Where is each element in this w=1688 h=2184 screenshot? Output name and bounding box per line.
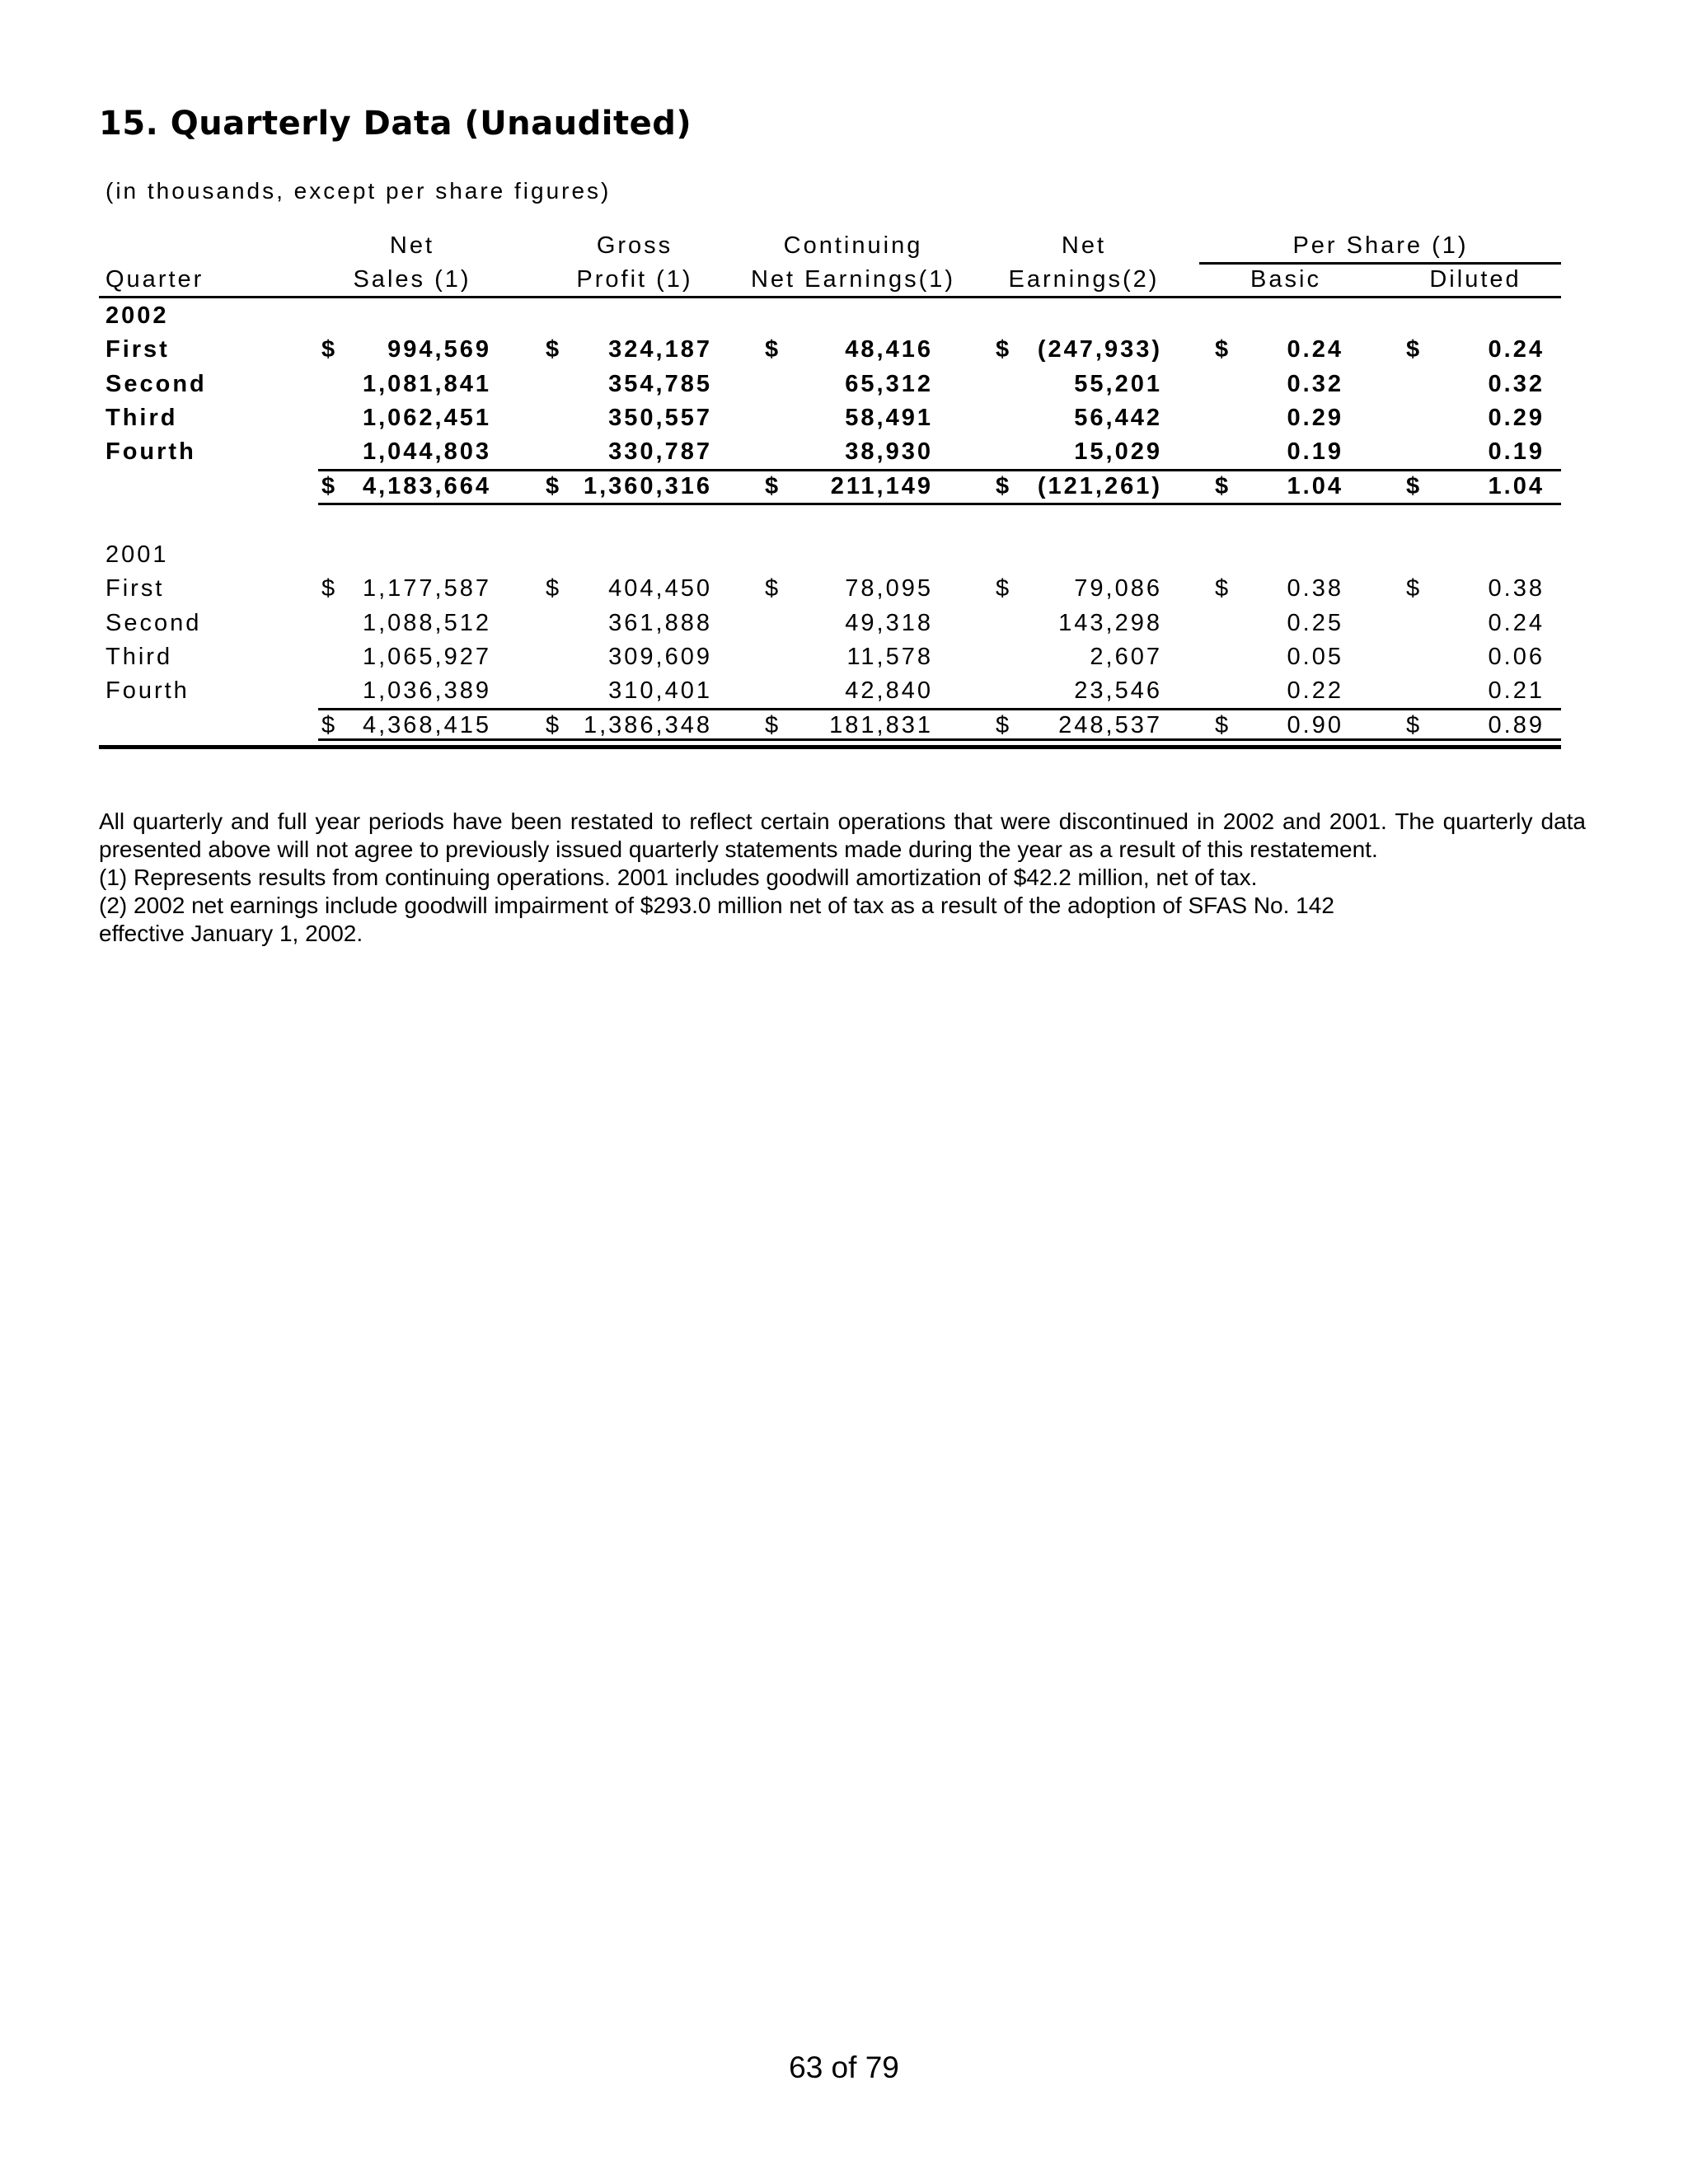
quarter-label: Third [106,643,173,670]
currency-symbol: $ [996,711,1012,738]
cell-net-earnings: 15,029 [1074,438,1162,466]
cell-diluted: 0.32 [1488,370,1545,397]
currency-symbol: $ [1215,711,1231,738]
header-net-earnings-1: Net [1061,232,1107,259]
cell-net-sales: 1,044,803 [362,438,491,466]
total-net-earnings: 248,537 [1058,711,1162,738]
currency-symbol: $ [1406,472,1423,499]
header-per-share: Per Share (1) [1292,232,1469,259]
header-gross-profit-1: Gross [596,232,673,259]
cell-net-sales: 1,062,451 [362,404,491,431]
cell-gross-profit: 350,557 [608,404,712,431]
currency-symbol: $ [1406,711,1423,738]
cell-net-sales: 1,065,927 [362,643,491,670]
cell-continuing: 49,318 [845,609,933,636]
table-bottom-rule [99,745,1561,749]
total-diluted: 1.04 [1488,472,1545,499]
currency-symbol: $ [546,336,562,363]
total-rule [318,738,1561,741]
cell-continuing: 11,578 [846,643,933,670]
currency-symbol: $ [996,575,1012,602]
footnote-2-line-2: effective January 1, 2002. [99,921,363,946]
footnote-2-line-1: (2) 2002 net earnings include goodwill impairment of $293.0 million net of tax as a result of the adoption of SFAS No. 142 [99,893,1334,918]
page-number: 63 of 79 [789,2050,899,2084]
cell-diluted: 0.24 [1488,336,1545,363]
notes [99,808,1586,948]
footnote-1: (1) Represents results from continuing operations. 2001 includes goodwill amortization of $42.2 million, net of tax. [99,865,1258,890]
quarter-label: First [106,336,170,363]
total-rule [318,503,1561,505]
cell-basic: 0.24 [1287,336,1343,363]
cell-net-sales: 1,088,512 [362,609,491,636]
total-diluted: 0.89 [1488,711,1545,738]
header-continuing-2: Net Earnings(1) [750,266,956,293]
page-title: 15. Quarterly Data (Unaudited) [99,105,692,143]
header-basic: Basic [1250,266,1321,293]
cell-net-earnings: 23,546 [1074,677,1162,705]
total-net-sales: 4,368,415 [362,711,491,738]
cell-net-earnings: 56,442 [1074,404,1162,431]
cell-net-earnings: 143,298 [1058,609,1162,636]
quarter-label: First [106,575,165,602]
cell-gross-profit: 354,785 [608,370,712,397]
cell-basic: 0.38 [1287,575,1343,602]
currency-symbol: $ [996,472,1012,499]
quarterly-data-table [0,0,1688,824]
quarter-label: Fourth [106,677,190,705]
cell-continuing: 38,930 [845,438,933,466]
cell-continuing: 48,416 [845,336,933,363]
subtotal-rule [318,469,1561,471]
currency-symbol: $ [1406,575,1423,602]
per-share-rule [1199,262,1561,265]
cell-basic: 0.05 [1287,643,1343,670]
quarter-label: Second [106,370,207,397]
total-continuing: 181,831 [829,711,933,738]
cell-net-earnings: 2,607 [1090,643,1162,670]
quarter-label: Second [106,609,202,636]
header-continuing-1: Continuing [783,232,923,259]
currency-symbol: $ [546,575,562,602]
cell-gross-profit: 361,888 [608,609,712,636]
cell-continuing: 58,491 [845,404,933,431]
currency-symbol: $ [996,336,1012,363]
cell-net-sales: 1,177,587 [362,575,491,602]
cell-basic: 0.19 [1287,438,1343,466]
cell-net-sales: 994,569 [387,336,491,363]
total-continuing: 211,149 [830,472,933,499]
currency-symbol: $ [321,472,338,499]
cell-diluted: 0.24 [1488,609,1545,636]
cell-basic: 0.29 [1287,404,1343,431]
cell-net-earnings: (247,933) [1037,336,1162,363]
header-diluted: Diluted [1429,266,1522,293]
currency-symbol: $ [765,575,781,602]
subtotal-rule [318,708,1561,710]
currency-symbol: $ [765,711,781,738]
header-quarter: Quarter [106,266,204,293]
header-net-sales-1: Net [389,232,435,259]
currency-symbol: $ [546,472,562,499]
cell-gross-profit: 330,787 [608,438,712,466]
header-rule [99,296,1561,298]
cell-diluted: 0.06 [1488,643,1545,670]
cell-diluted: 0.29 [1488,404,1545,431]
total-basic: 0.90 [1287,711,1343,738]
currency-symbol: $ [1215,575,1231,602]
currency-symbol: $ [1215,472,1231,499]
cell-continuing: 78,095 [845,575,933,602]
cell-continuing: 42,840 [845,677,933,705]
quarter-label: Fourth [106,438,196,466]
restatement-note: All quarterly and full year periods have been restated to reflect certain operations that were discontinued in 2002 and 2001. The quarterly data presented above will not agree to previously issued quarterly statements made during the year as a result of this restatement. [99,808,1586,862]
total-basic: 1.04 [1287,472,1343,499]
cell-gross-profit: 310,401 [608,677,712,705]
header-net-earnings-2: Earnings(2) [1008,266,1160,293]
total-gross-profit: 1,360,316 [583,472,712,499]
cell-diluted: 0.38 [1488,575,1545,602]
header-net-sales-2: Sales (1) [353,266,471,293]
quarter-label: Third [106,404,178,431]
header-gross-profit-2: Profit (1) [576,266,693,293]
cell-continuing: 65,312 [845,370,933,397]
cell-diluted: 0.19 [1488,438,1545,466]
currency-symbol: $ [1215,336,1231,363]
cell-net-earnings: 55,201 [1074,370,1162,397]
currency-symbol: $ [546,711,562,738]
total-net-earnings: (121,261) [1037,472,1162,499]
cell-gross-profit: 324,187 [608,336,712,363]
total-gross-profit: 1,386,348 [583,711,712,738]
cell-basic: 0.32 [1287,370,1343,397]
currency-symbol: $ [765,472,781,499]
total-net-sales: 4,183,664 [362,472,491,499]
year-label: 2001 [106,541,169,568]
cell-gross-profit: 309,609 [608,643,712,670]
cell-net-earnings: 79,086 [1074,575,1162,602]
cell-net-sales: 1,081,841 [362,370,491,397]
cell-basic: 0.25 [1287,609,1343,636]
cell-basic: 0.22 [1287,677,1343,705]
currency-symbol: $ [1406,336,1423,363]
table-subtitle: (in thousands, except per share figures) [106,178,612,204]
currency-symbol: $ [321,336,338,363]
currency-symbol: $ [321,711,338,738]
currency-symbol: $ [321,575,338,602]
cell-diluted: 0.21 [1488,677,1545,705]
cell-gross-profit: 404,450 [608,575,712,602]
currency-symbol: $ [765,336,781,363]
cell-net-sales: 1,036,389 [362,677,491,705]
year-label: 2002 [106,302,169,329]
